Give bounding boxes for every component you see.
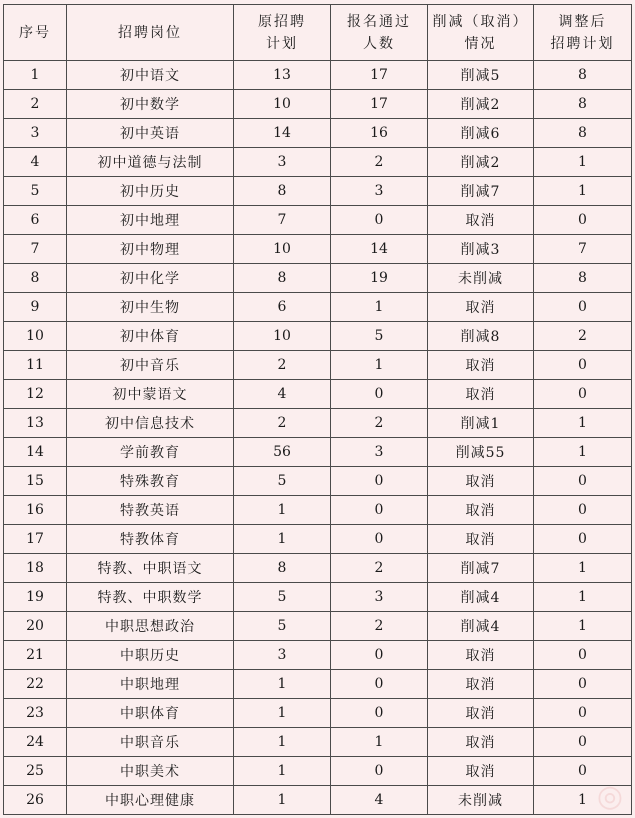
original-plan-cell: 1	[234, 786, 331, 815]
reduction-cell: 削减2	[428, 90, 534, 119]
position-cell: 中职体育	[67, 699, 234, 728]
applicants-cell: 2	[331, 612, 428, 641]
position-cell: 初中化学	[67, 264, 234, 293]
seq-cell: 14	[4, 438, 67, 467]
table-row	[4, 235, 632, 264]
applicants-cell: 17	[331, 90, 428, 119]
header-reduction	[428, 5, 534, 61]
position-cell: 初中英语	[67, 119, 234, 148]
table-row	[4, 409, 632, 438]
original-plan-cell: 1	[234, 670, 331, 699]
reduction-cell: 削减7	[428, 177, 534, 206]
applicants-cell: 3	[331, 438, 428, 467]
header-seq-label: 序号	[19, 24, 51, 41]
applicants-cell: 0	[331, 525, 428, 554]
adjusted-plan-cell: 0	[534, 496, 632, 525]
adjusted-plan-cell: 8	[534, 90, 632, 119]
position-cell: 初中音乐	[67, 351, 234, 380]
seq-cell: 24	[4, 728, 67, 757]
seq-cell: 13	[4, 409, 67, 438]
table-row	[4, 90, 632, 119]
adjusted-plan-cell: 1	[534, 583, 632, 612]
applicants-cell: 0	[331, 699, 428, 728]
reduction-cell: 取消	[428, 496, 534, 525]
reduction-cell: 取消	[428, 467, 534, 496]
position-cell: 中职地理	[67, 670, 234, 699]
seq-cell: 9	[4, 293, 67, 322]
seq-cell: 17	[4, 525, 67, 554]
applicants-cell: 0	[331, 670, 428, 699]
header-seq	[4, 5, 67, 61]
header-position	[67, 5, 234, 61]
seq-cell: 2	[4, 90, 67, 119]
table-row	[4, 554, 632, 583]
watermark-logo: ◎	[596, 779, 625, 814]
original-plan-cell: 13	[234, 61, 331, 90]
original-plan-cell: 1	[234, 757, 331, 786]
adjusted-plan-cell: 2	[534, 322, 632, 351]
header-adjusted-plan	[534, 5, 632, 61]
table-row	[4, 699, 632, 728]
table-row	[4, 322, 632, 351]
applicants-cell: 4	[331, 786, 428, 815]
reduction-cell: 削减7	[428, 554, 534, 583]
original-plan-cell: 2	[234, 409, 331, 438]
header-applicants-passed	[331, 5, 428, 61]
original-plan-cell: 56	[234, 438, 331, 467]
position-cell: 中职历史	[67, 641, 234, 670]
header-applicants-line1: 报名通过	[347, 13, 411, 30]
seq-cell: 18	[4, 554, 67, 583]
adjusted-plan-cell: 0	[534, 525, 632, 554]
seq-cell: 1	[4, 61, 67, 90]
reduction-cell: 取消	[428, 380, 534, 409]
applicants-cell: 14	[331, 235, 428, 264]
position-cell: 初中数学	[67, 90, 234, 119]
applicants-cell: 2	[331, 148, 428, 177]
reduction-cell: 削减4	[428, 612, 534, 641]
table-row	[4, 61, 632, 90]
original-plan-cell: 2	[234, 351, 331, 380]
adjusted-plan-cell: 0	[534, 641, 632, 670]
original-plan-cell: 8	[234, 177, 331, 206]
applicants-cell: 0	[331, 496, 428, 525]
adjusted-plan-cell: 1	[534, 554, 632, 583]
reduction-cell: 未削减	[428, 786, 534, 815]
applicants-cell: 0	[331, 641, 428, 670]
table-row	[4, 264, 632, 293]
reduction-cell: 取消	[428, 728, 534, 757]
position-cell: 中职音乐	[67, 728, 234, 757]
original-plan-cell: 1	[234, 699, 331, 728]
table-row	[4, 641, 632, 670]
original-plan-cell: 1	[234, 496, 331, 525]
position-cell: 中职思想政治	[67, 612, 234, 641]
seq-cell: 26	[4, 786, 67, 815]
adjusted-plan-cell: 0	[534, 380, 632, 409]
table-body	[4, 61, 632, 815]
adjusted-plan-cell: 0	[534, 293, 632, 322]
header-position-label: 招聘岗位	[118, 24, 182, 41]
original-plan-cell: 6	[234, 293, 331, 322]
adjusted-plan-cell: 0	[534, 351, 632, 380]
position-cell: 初中物理	[67, 235, 234, 264]
header-adjusted-line1: 调整后	[558, 13, 607, 30]
reduction-cell: 削减3	[428, 235, 534, 264]
table-row	[4, 786, 632, 815]
reduction-cell: 削减8	[428, 322, 534, 351]
reduction-cell: 削减4	[428, 583, 534, 612]
position-cell: 初中语文	[67, 61, 234, 90]
header-reduction-line1: 削减（取消）	[432, 13, 529, 30]
adjusted-plan-cell: 1	[534, 612, 632, 641]
seq-cell: 21	[4, 641, 67, 670]
seq-cell: 11	[4, 351, 67, 380]
position-cell: 初中历史	[67, 177, 234, 206]
seq-cell: 20	[4, 612, 67, 641]
original-plan-cell: 8	[234, 554, 331, 583]
header-row	[4, 5, 632, 61]
table-row	[4, 119, 632, 148]
table-row	[4, 728, 632, 757]
adjusted-plan-cell: 1	[534, 177, 632, 206]
original-plan-cell: 7	[234, 206, 331, 235]
reduction-cell: 削减1	[428, 409, 534, 438]
applicants-cell: 3	[331, 583, 428, 612]
original-plan-cell: 1	[234, 525, 331, 554]
reduction-cell: 取消	[428, 351, 534, 380]
table-row	[4, 438, 632, 467]
seq-cell: 23	[4, 699, 67, 728]
table-row	[4, 380, 632, 409]
seq-cell: 16	[4, 496, 67, 525]
adjusted-plan-cell: 8	[534, 119, 632, 148]
position-cell: 特教、中职数学	[67, 583, 234, 612]
original-plan-cell: 14	[234, 119, 331, 148]
reduction-cell: 削减55	[428, 438, 534, 467]
original-plan-cell: 3	[234, 148, 331, 177]
position-cell: 特教、中职语文	[67, 554, 234, 583]
applicants-cell: 1	[331, 351, 428, 380]
header-applicants-line2: 人数	[363, 35, 395, 52]
seq-cell: 7	[4, 235, 67, 264]
applicants-cell: 2	[331, 554, 428, 583]
adjusted-plan-cell: 1	[534, 148, 632, 177]
reduction-cell: 取消	[428, 699, 534, 728]
adjusted-plan-cell: 0	[534, 670, 632, 699]
applicants-cell: 16	[331, 119, 428, 148]
table-row	[4, 612, 632, 641]
applicants-cell: 0	[331, 206, 428, 235]
position-cell: 初中道德与法制	[67, 148, 234, 177]
original-plan-cell: 4	[234, 380, 331, 409]
applicants-cell: 0	[331, 757, 428, 786]
position-cell: 初中生物	[67, 293, 234, 322]
adjusted-plan-cell: 1	[534, 438, 632, 467]
seq-cell: 3	[4, 119, 67, 148]
reduction-cell: 未削减	[428, 264, 534, 293]
applicants-cell: 1	[331, 293, 428, 322]
reduction-cell: 取消	[428, 641, 534, 670]
position-cell: 初中地理	[67, 206, 234, 235]
reduction-cell: 削减2	[428, 148, 534, 177]
seq-cell: 6	[4, 206, 67, 235]
applicants-cell: 0	[331, 380, 428, 409]
seq-cell: 25	[4, 757, 67, 786]
seq-cell: 12	[4, 380, 67, 409]
header-reduction-line2: 情况	[464, 35, 497, 52]
seq-cell: 15	[4, 467, 67, 496]
original-plan-cell: 3	[234, 641, 331, 670]
applicants-cell: 19	[331, 264, 428, 293]
original-plan-cell: 5	[234, 467, 331, 496]
applicants-cell: 2	[331, 409, 428, 438]
reduction-cell: 取消	[428, 525, 534, 554]
adjusted-plan-cell: 0	[534, 467, 632, 496]
original-plan-cell: 5	[234, 583, 331, 612]
header-adjusted-line2: 招聘计划	[550, 35, 615, 52]
original-plan-cell: 5	[234, 612, 331, 641]
adjusted-plan-cell: 7	[534, 235, 632, 264]
reduction-cell: 取消	[428, 757, 534, 786]
adjusted-plan-cell: 1	[534, 409, 632, 438]
original-plan-cell: 10	[234, 90, 331, 119]
seq-cell: 5	[4, 177, 67, 206]
position-cell: 初中体育	[67, 322, 234, 351]
position-cell: 特教体育	[67, 525, 234, 554]
applicants-cell: 0	[331, 467, 428, 496]
original-plan-cell: 1	[234, 728, 331, 757]
table-row	[4, 177, 632, 206]
seq-cell: 22	[4, 670, 67, 699]
header-original-plan-line2: 计划	[266, 35, 298, 52]
original-plan-cell: 10	[234, 322, 331, 351]
seq-cell: 8	[4, 264, 67, 293]
table-row	[4, 757, 632, 786]
seq-cell: 10	[4, 322, 67, 351]
table-row	[4, 293, 632, 322]
reduction-cell: 削减6	[428, 119, 534, 148]
header-original-plan-line1: 原招聘	[258, 13, 306, 30]
position-cell: 初中信息技术	[67, 409, 234, 438]
seq-cell: 19	[4, 583, 67, 612]
adjusted-plan-cell: 8	[534, 264, 632, 293]
table-row	[4, 467, 632, 496]
position-cell: 特教英语	[67, 496, 234, 525]
applicants-cell: 17	[331, 61, 428, 90]
adjusted-plan-cell: 0	[534, 728, 632, 757]
original-plan-cell: 10	[234, 235, 331, 264]
reduction-cell: 取消	[428, 206, 534, 235]
applicants-cell: 1	[331, 728, 428, 757]
adjusted-plan-cell: 8	[534, 61, 632, 90]
table-row	[4, 496, 632, 525]
table-row	[4, 525, 632, 554]
adjusted-plan-cell: 0	[534, 699, 632, 728]
table-row	[4, 206, 632, 235]
table-row	[4, 351, 632, 380]
applicants-cell: 3	[331, 177, 428, 206]
reduction-cell: 取消	[428, 293, 534, 322]
adjusted-plan-cell: 0	[534, 206, 632, 235]
position-cell: 中职美术	[67, 757, 234, 786]
table-row	[4, 148, 632, 177]
table-row	[4, 670, 632, 699]
reduction-cell: 取消	[428, 670, 534, 699]
position-cell: 学前教育	[67, 438, 234, 467]
position-cell: 特殊教育	[67, 467, 234, 496]
position-cell: 中职心理健康	[67, 786, 234, 815]
adjusted-plan-cell: 1	[534, 786, 632, 815]
position-cell: 初中蒙语文	[67, 380, 234, 409]
table-row	[4, 583, 632, 612]
original-plan-cell: 8	[234, 264, 331, 293]
reduction-cell: 削减5	[428, 61, 534, 90]
applicants-cell: 5	[331, 322, 428, 351]
recruitment-adjustment-table	[3, 4, 632, 815]
seq-cell: 4	[4, 148, 67, 177]
header-original-plan	[234, 5, 331, 61]
table-header	[4, 5, 632, 61]
adjusted-plan-cell: 0	[534, 757, 632, 786]
